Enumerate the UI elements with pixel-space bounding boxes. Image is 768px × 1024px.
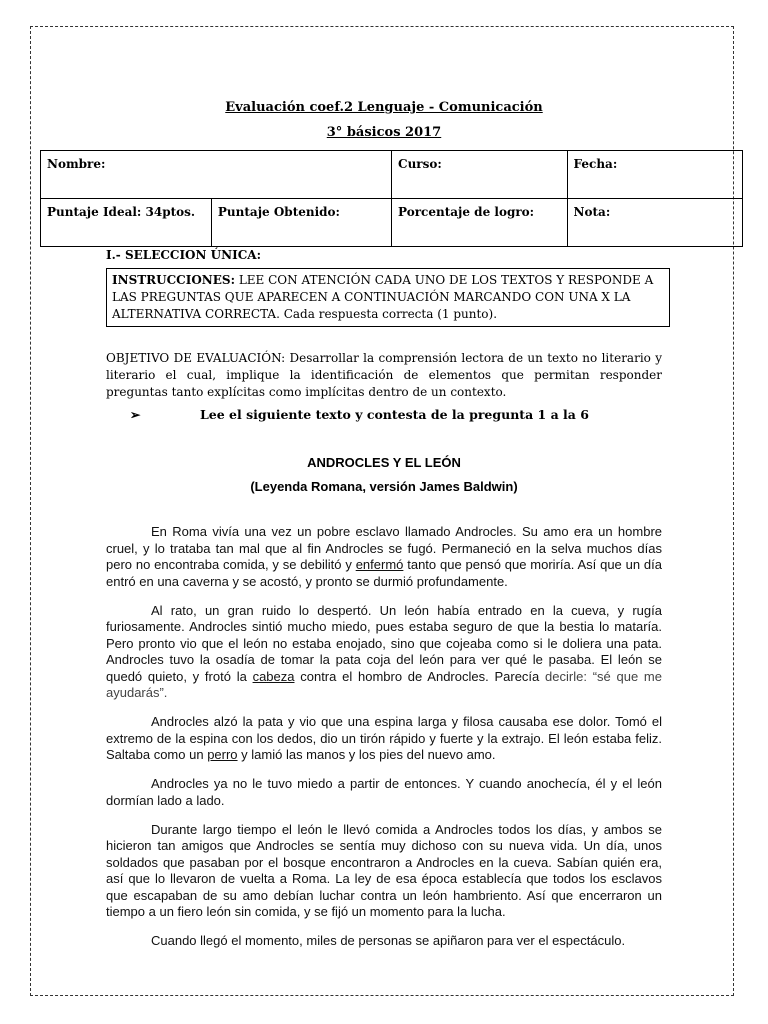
obtained-score-cell: Puntaje Obtenido: [211, 199, 391, 247]
story-paragraph: Al rato, un gran ruido lo despertó. Un león había entrado en la cueva, y rugía furiosamente. Androcles sintió mucho miedo, pues estaba seguro de que la bestia lo mataría. Pero pronto vio que el león no estaba enojado, sino que cojeaba como si le doliera una pata. Androcles tuvo la osadía de tomar la pata coja del león para ver qué le pasaba. El león se quedó quieto, y frotó la cabeza contra el hombro de Androcles. Parecía decirle: “sé que me ayudarás”. [106, 602, 662, 700]
story-paragraph: En Roma vivía una vez un pobre esclavo llamado Androcles. Su amo era un hombre cruel, y lo trataba tan mal que al fin Androcles se fugó. Permaneció en la selva muchos días pero no encontraba comida, y se debilitó y enfermó tanto que pensó que moriría. Así que un día entró en una caverna y se acostó, y pronto se durmió profundamente. [106, 524, 662, 589]
page-title: Evaluación coef.2 Lenguaje - Comunicación [225, 100, 543, 115]
student-info-table [40, 150, 743, 247]
story-title: ANDROCLES Y EL LEÓN [307, 455, 461, 470]
ideal-score-cell: Puntaje Ideal: 34ptos. [41, 199, 212, 247]
story-body [106, 524, 662, 950]
arrow-bullet-icon: ➢ [130, 407, 141, 422]
story-subtitle: (Leyenda Romana, versión James Baldwin) [250, 479, 518, 494]
story-paragraph: Durante largo tiempo el león le llevó comida a Androcles todos los días, y ambos se hicieron tan amigos que Androcles se sentía muy dichoso con su nueva vida. Un día, unos soldados que pasaban por el bosque encontraron a Androcles en la cueva. Sabían quién era, así que lo llevaron de vuelta a Roma. La ley de esa época establecía que todos los esclavos que escapaban de su amo debían luchar contra un león hambriento. Así que encerraron un tiempo a un fiero león sin comida, y se fijó un momento para la lucha. [106, 821, 662, 919]
underlined-word: enfermó [355, 557, 404, 572]
instructions-box [106, 268, 670, 327]
instructions-label: INSTRUCCIONES: [112, 273, 235, 287]
evaluation-objective: OBJETIVO DE EVALUACIÓN: Desarrollar la comprensión lectora de un texto no literario y literario el cual, implique la identificación de elementos que permitan responder preguntas tanto explícitas como implícitas dentro de un contexto. [106, 351, 662, 399]
grade-cell: Nota: [567, 199, 742, 247]
course-cell: Curso: [392, 151, 568, 199]
instructions-points: Cada respuesta correcta (1 punto). [279, 307, 498, 321]
story-paragraph: Cuando llegó el momento, miles de personas se apiñaron para ver el espectáculo. [151, 933, 626, 948]
date-cell: Fecha: [567, 151, 742, 199]
reading-instruction [130, 407, 589, 422]
instructions-text: LEE CON ATENCIÓN CADA UNO DE LOS TEXTOS Y RESPONDE A LAS PREGUNTAS QUE APARECEN A CONTINUACIÓN MARCANDO CON UNA X LA ALTERNATIVA CORRECTA. [112, 273, 654, 321]
reading-instruction-text: Lee el siguiente texto y contesta de la pregunta 1 a la 6 [200, 407, 589, 422]
underlined-word: perro [207, 747, 238, 762]
page-subtitle: 3° básicos 2017 [326, 125, 442, 140]
story-paragraph: Androcles alzó la pata y vio que una espina larga y filosa causaba ese dolor. Tomó el extremo de la espina con los dedos, dio un tirón rápido y fuerte y la extrajo. El león estaba feliz. Saltaba como un perro y lamió las manos y los pies del nuevo amo. [106, 714, 662, 762]
underlined-word: cabeza [252, 668, 295, 684]
section-title: I.- SELECCION ÚNICA: [106, 248, 261, 262]
achievement-percentage-cell: Porcentaje de logro: [392, 199, 568, 247]
story-paragraph: Androcles ya no le tuvo miedo a partir de entonces. Y cuando anochecía, él y el león dormían lado a lado. [106, 776, 662, 808]
name-cell: Nombre: [41, 151, 392, 199]
